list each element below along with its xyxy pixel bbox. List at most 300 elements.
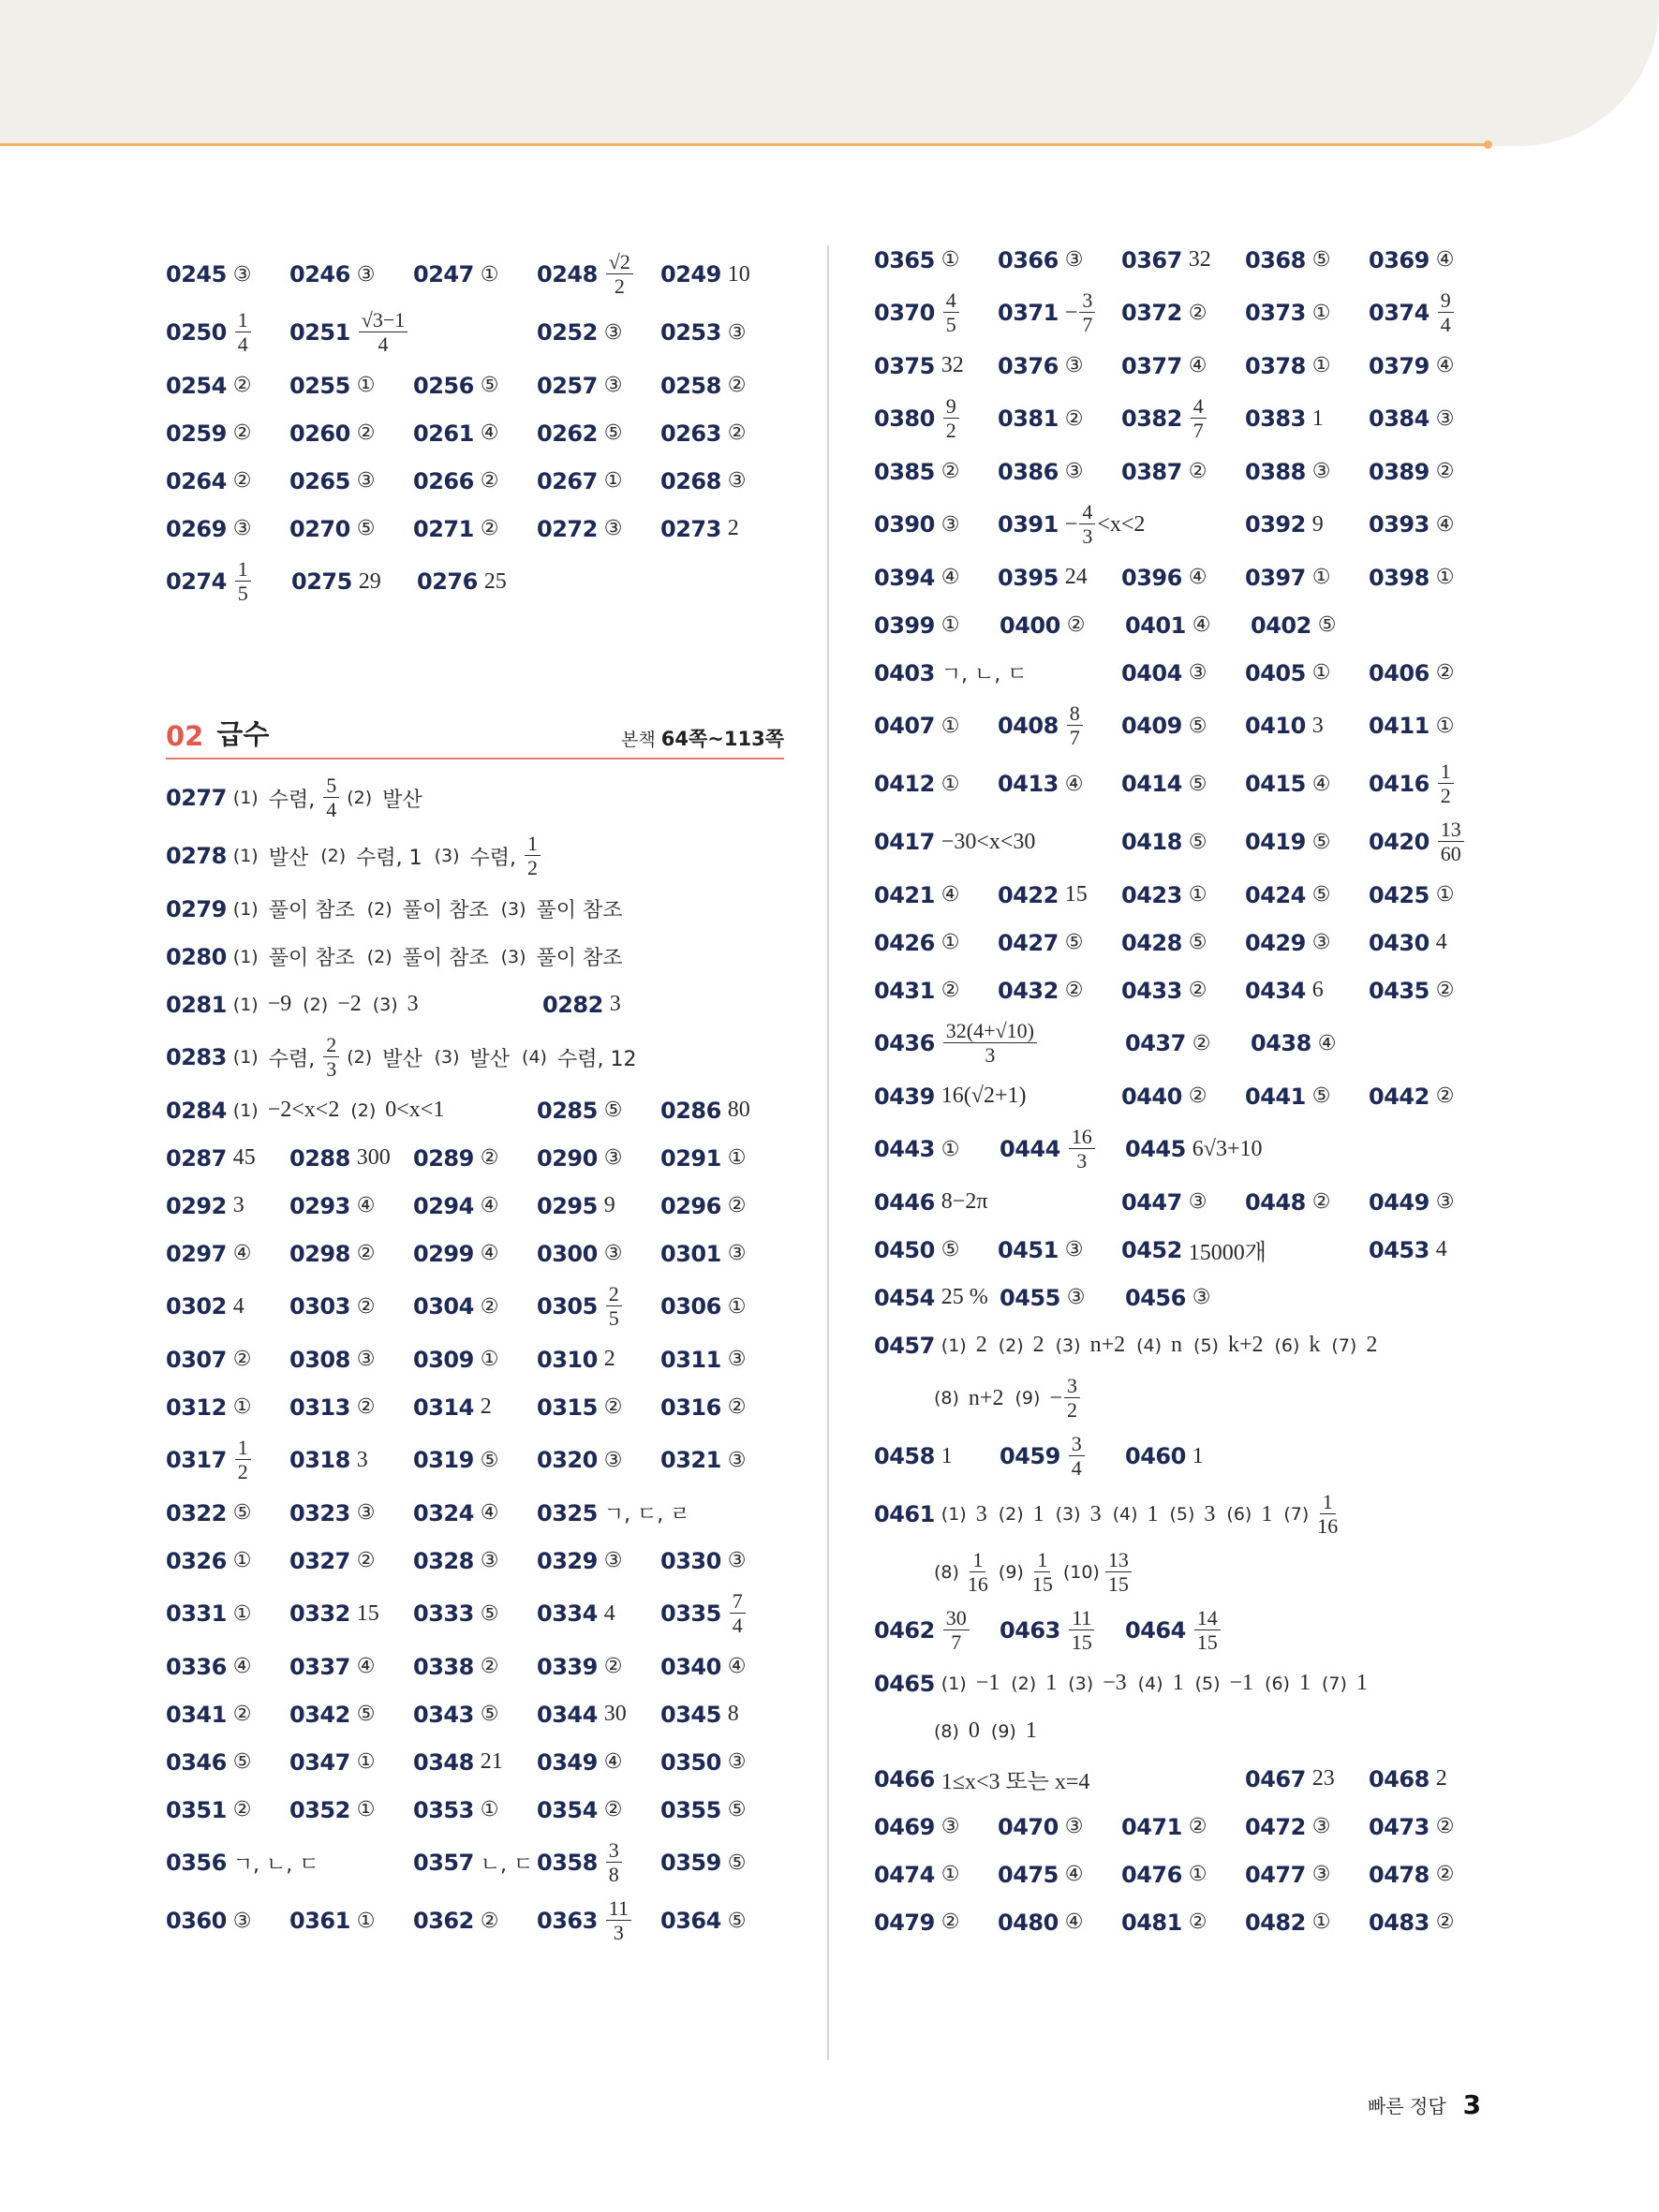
answer-text: ① [727,1294,747,1319]
answer-entry [1369,459,1492,485]
answer-text: ② [1188,1910,1207,1934]
answer-entry [166,942,784,971]
problem-number: 0418 [1121,829,1182,855]
answer-entry [1245,300,1369,326]
answer-text: −1 [1223,1671,1260,1695]
fraction-denominator: 15 [1071,1630,1092,1654]
answer-entry [413,1749,537,1776]
problem-number: 0392 [1245,511,1306,538]
answer-text: 1≤x<3 또는 x=4 [941,1770,1090,1794]
problem-number: 0308 [289,1346,350,1373]
problem-number: 0250 [166,319,227,346]
problem-number: 0269 [166,515,227,542]
fraction-denominator: 4 [378,332,389,356]
answer-text: ⑤ [727,1851,747,1875]
problem-number: 0325 [537,1499,598,1526]
sub-question-label: (3) [500,946,526,967]
answer-text: ② [232,1798,252,1821]
answer-entry [1245,1814,1369,1840]
answer-text: 1 [1019,1718,1037,1743]
answer-text: ② [1435,661,1455,685]
answer-entry [166,1098,537,1124]
fraction-denominator: 3 [1076,1149,1088,1172]
answer-row [166,981,784,1028]
sub-question-label: (2) [366,898,393,920]
answer-entry [998,406,1121,432]
answer-entry [413,516,537,542]
header-rule [0,143,1489,146]
problem-number: 0245 [166,261,227,288]
fraction-denominator: 16 [967,1572,988,1596]
answer-entry [1121,1814,1245,1840]
answer-entry [166,1500,289,1526]
answer-entry [289,1293,413,1320]
answer-parts [233,1098,445,1123]
problem-number: 0440 [1121,1083,1182,1110]
answer-entry [1245,882,1369,908]
answer-parts [934,1718,1037,1744]
problem-number: 0353 [413,1796,474,1823]
problem-number: 0291 [660,1144,721,1172]
answer-text: 수렴, 12 [550,1047,637,1071]
answer-text: 4 [1435,1237,1447,1261]
answer-entry [542,992,668,1018]
problem-number: 0470 [998,1813,1059,1840]
answer-text: ③ [603,1448,623,1472]
sub-question-label: (1) [941,1335,967,1356]
answer-parts [941,1671,1368,1696]
problem-number: 0246 [289,261,350,288]
problem-number: 0388 [1245,458,1306,485]
problem-number: 0301 [660,1240,721,1267]
answer-entry [874,930,998,956]
answer-text: ① [1311,661,1331,685]
answer-entry [1369,247,1492,273]
problem-number: 0386 [998,458,1059,485]
answer-entry [660,1797,784,1823]
problem-number: 0460 [1125,1443,1186,1469]
answer-row [166,1277,784,1335]
answer-text: ④ [1188,566,1207,589]
fraction-numerator: √3−1 [359,310,407,332]
page-footer [1368,2089,1481,2120]
answer-text: ② [603,1798,623,1821]
answer-text: ② [480,1146,499,1170]
answer-entry [998,771,1121,797]
answer-text: ③ [1311,1815,1331,1838]
answer-entry [166,468,289,494]
problem-number: 0387 [1121,458,1182,485]
problem-number: 0429 [1245,929,1306,956]
answer-entry [874,459,998,485]
answer-entry [413,1347,537,1373]
answer-entry [660,1241,784,1267]
answer-row [166,361,784,409]
problem-number: 0365 [874,246,935,273]
answer-entry [289,1702,413,1728]
answer-entry [660,1908,784,1934]
answer-entry [660,1098,784,1124]
fraction-numerator: 11 [1069,1608,1094,1630]
problem-number: 0473 [1369,1813,1429,1840]
problem-number: 0336 [166,1653,227,1680]
answer-entry [537,420,660,447]
problem-number: 0474 [874,1861,935,1888]
answer-text: ③ [1192,1286,1211,1309]
fraction-denominator: 3 [985,1043,996,1067]
sub-question-label: (3) [1055,1504,1081,1525]
problem-number: 0383 [1245,406,1306,432]
fraction-numerator: 1 [970,1550,985,1572]
fraction-numerator: 4 [943,290,959,313]
problem-number: 0280 [166,943,227,970]
fraction-numerator: 7 [730,1591,746,1614]
answer-entry [998,978,1121,1004]
problem-number: 0362 [413,1908,474,1934]
answer-entry [537,1749,660,1776]
answer-entry [1369,1237,1492,1263]
answer-entry [537,1241,660,1267]
fraction-numerator: 3 [1064,1376,1080,1398]
problem-number: 0426 [874,929,935,956]
problem-number: 0475 [998,1861,1059,1888]
answer-text: ④ [480,1242,499,1265]
answer-text: 3 [232,1193,244,1217]
answer-entry [413,1797,537,1823]
answer-entry [1121,300,1245,326]
answer-entry [874,290,998,335]
sub-question-label: (8) [934,1562,959,1583]
answer-parts [941,1333,1378,1358]
answer-text: ① [1311,566,1331,589]
problem-number: 0304 [413,1293,474,1320]
answer-row [166,1182,784,1230]
problem-number: 0462 [874,1617,935,1644]
sub-question-label: (4) [1136,1335,1163,1356]
answer-text: k+2 [1222,1333,1269,1357]
problem-number: 0369 [1369,246,1429,273]
problem-number: 0394 [874,564,935,591]
fraction-numerator: 11 [606,1898,631,1921]
answer-text: ④ [480,1194,499,1217]
fraction-numerator: 14 [1194,1608,1221,1630]
problem-number: 0374 [1369,300,1429,326]
problem-number: 0438 [1251,1030,1311,1056]
fraction [323,775,339,820]
answer-entry [1121,565,1245,591]
answer-entry [289,1193,413,1219]
answer-entry [537,252,660,297]
answer-row [166,1643,784,1690]
answer-entry [998,1862,1121,1888]
answer-entry [166,1908,289,1934]
answer-text: −30<x<30 [941,829,1036,854]
answer-entry [537,1447,660,1473]
answer-parts [233,833,542,878]
answer-entry [413,261,537,288]
answer-text: ① [232,1395,252,1419]
answer-text: ② [1064,979,1084,1002]
answer-entry [289,1145,413,1172]
sub-question-label: (3) [1068,1673,1094,1694]
answer-entry [998,1910,1121,1936]
answer-entry [1369,1084,1492,1110]
sub-question-label: (1) [232,1047,259,1068]
answer-entry [874,1814,998,1840]
answer-entry [413,1500,537,1526]
answer-text: 1 [1166,1671,1190,1695]
answer-text: 3 [401,992,419,1016]
answer-text: ③ [941,512,960,537]
fraction-denominator: 3 [1082,524,1093,548]
answer-row [874,1898,1492,1946]
fraction-denominator: 16 [1317,1514,1339,1538]
answer-text: ④ [480,421,499,445]
answer-entry [1369,819,1492,864]
answer-text: ⑤ [1064,931,1084,954]
answer-text: 25 % [941,1285,988,1309]
problem-number: 0279 [166,895,227,922]
answer-text: 4 [1435,930,1447,954]
fraction [943,290,959,335]
answer-entry [660,1394,784,1421]
problem-number: 0422 [998,881,1059,908]
answer-text: ① [356,374,376,397]
answer-entry [417,568,542,595]
answer-text: 32 [1188,247,1211,272]
answer-text: − [1044,1385,1062,1410]
answer-entry [660,420,784,447]
answer-text: ① [480,262,499,287]
answer-text: 45 [232,1145,256,1170]
problem-number: 0317 [166,1447,227,1473]
answer-row [166,457,784,505]
answer-text: 15 [356,1600,379,1626]
problem-number: 0468 [1369,1765,1429,1792]
problem-number: 0402 [1251,612,1311,639]
fraction-denominator: 2 [527,856,539,879]
answer-text: 6 [1311,978,1324,1002]
answer-entry [289,310,537,355]
sub-question-label: (1) [941,1673,967,1694]
answer-text: ④ [1188,354,1207,377]
fraction [1438,290,1454,335]
answer-row [166,1690,784,1738]
answer-text: n+2 [1084,1333,1132,1357]
problem-number: 0294 [413,1192,474,1219]
answer-entry [537,1498,784,1527]
answer-text: ⑤ [232,1501,252,1525]
answer-entry [1251,612,1376,639]
problem-number: 0393 [1369,511,1429,538]
problem-number: 0414 [1121,771,1182,797]
answer-text: ③ [232,517,252,540]
column-divider [827,245,829,2060]
answer-entry [874,396,998,441]
answer-text: 4 [232,1293,244,1319]
answer-entry [1000,1608,1125,1653]
answer-entry [166,1849,413,1878]
answer-entry [1121,1862,1245,1888]
answer-entry [166,1749,289,1776]
answer-entry [289,468,413,494]
answer-entry [1245,1084,1369,1110]
answer-text: 1 [1027,1501,1050,1526]
problem-number: 0453 [1369,1236,1429,1263]
answer-text: ② [232,421,252,445]
answer-entry [874,511,998,538]
answer-entry [537,1654,660,1680]
answer-entry [660,1347,784,1373]
answer-entry [537,1548,660,1574]
problem-number: 0356 [166,1850,227,1876]
header-rule-dot [1484,140,1492,149]
page-number: 3 [1462,2089,1482,2120]
fraction-denominator: 4 [732,1614,743,1637]
answer-entry [874,565,998,591]
answer-entry [413,1293,537,1320]
answer-row [166,1431,784,1489]
answer-text: ② [480,1294,499,1319]
problem-number: 0450 [874,1236,935,1263]
answer-text: k [1303,1333,1326,1357]
answer-row [166,409,784,457]
problem-number: 0275 [291,568,352,595]
answer-text: 3 [609,992,621,1016]
problem-number: 0330 [660,1547,721,1574]
sub-question-label: (5) [1169,1504,1195,1525]
fraction [1079,502,1095,547]
answer-row [874,813,1492,871]
answer-text: 1 [1293,1671,1316,1695]
fraction [1069,1127,1095,1172]
answer-text: ② [727,421,747,445]
answers-section-02 [166,769,784,1950]
answer-text: ② [603,1395,623,1419]
problem-number: 0259 [166,420,227,447]
fraction-numerator: 1 [1320,1492,1336,1514]
problem-number: 0443 [874,1136,935,1162]
answers-section-02-continued [874,236,1492,1946]
fraction-numerator: 9 [1438,290,1454,313]
answer-entry [874,882,998,908]
answer-entry [289,1600,413,1627]
answer-entry [660,1548,784,1574]
answer-entry [166,1241,289,1267]
answer-text: ③ [1311,931,1331,954]
answer-entry [289,516,413,542]
answer-entry [874,1671,1492,1697]
answer-text: ① [480,1798,499,1821]
answer-text: ④ [727,1655,747,1678]
fraction [1069,1434,1085,1479]
problem-number: 0332 [289,1600,350,1627]
answer-entry [166,775,784,820]
fraction [323,1035,339,1080]
answer-entry [1000,612,1125,639]
answer-text: 15 [1064,882,1088,907]
fraction [1029,1550,1056,1595]
answer-text: 23 [1311,1766,1335,1791]
answer-row [874,284,1492,342]
answer-entry [1245,565,1369,591]
fraction-numerator: 9 [943,396,959,419]
problem-number: 0373 [1245,300,1306,326]
answer-text: ④ [941,566,960,589]
answer-entry [1121,247,1245,273]
answer-text: 2 [727,516,739,540]
answer-text: ③ [603,320,623,345]
answer-text: ㄴ, ㄷ [480,1852,534,1877]
problem-number: 0384 [1369,406,1429,432]
answer-text: 풀이 참조 [261,947,362,970]
answer-entry [289,420,413,447]
problem-number: 0452 [1121,1236,1182,1263]
answer-entry [1121,1233,1369,1266]
problem-number: 0432 [998,977,1059,1004]
answer-row [874,342,1492,390]
problem-number: 0344 [537,1701,598,1728]
answer-text: ④ [603,1750,623,1774]
answer-entry [413,1145,537,1172]
answer-text: ③ [727,1348,747,1371]
problem-number: 0409 [1121,713,1182,739]
answer-text: ② [480,1655,499,1678]
problem-number: 0256 [413,372,474,399]
problem-number: 0441 [1245,1083,1306,1110]
answer-text: 0 [962,1718,985,1743]
problem-number: 0461 [874,1501,935,1527]
answer-entry [874,1443,1000,1469]
problem-number: 0252 [537,319,598,346]
answer-row [166,1892,784,1950]
problem-number: 0347 [289,1748,350,1776]
problem-number: 0442 [1369,1083,1429,1110]
answer-entry [660,1193,784,1219]
answer-row [166,1230,784,1277]
answer-entry [660,1654,784,1680]
problem-number: 0333 [413,1600,474,1627]
sub-question-label: (2) [350,1099,377,1121]
answer-entry [1251,1030,1376,1056]
answer-text: ⑤ [356,1703,376,1726]
sub-question-label: (7) [1283,1504,1310,1525]
answer-text: <x<2 [1097,511,1146,537]
fraction [606,1840,622,1885]
answer-entry [537,1898,660,1943]
fraction-denominator: 15 [1031,1572,1053,1596]
answer-entry [998,247,1121,273]
answer-text: ② [1188,460,1207,483]
problem-number: 0437 [1125,1030,1186,1056]
answer-text: ⑤ [480,374,499,397]
problem-number: 0479 [874,1909,935,1936]
answer-text: ③ [356,1348,376,1371]
answer-text: ④ [232,1655,252,1678]
answer-text: −1 [970,1671,1006,1695]
answer-entry [1121,1084,1245,1110]
fraction [943,1021,1037,1066]
answer-entry [874,1910,998,1936]
answer-text: 수렴, 1 [349,846,429,870]
answer-entry [874,1084,1121,1110]
fraction-numerator: 13 [1105,1550,1132,1572]
fraction-denominator: 60 [1440,842,1461,865]
answer-text: ② [356,1242,376,1265]
answer-row [166,1335,784,1383]
answer-text: ① [356,1798,376,1821]
answer-entry [413,468,537,494]
